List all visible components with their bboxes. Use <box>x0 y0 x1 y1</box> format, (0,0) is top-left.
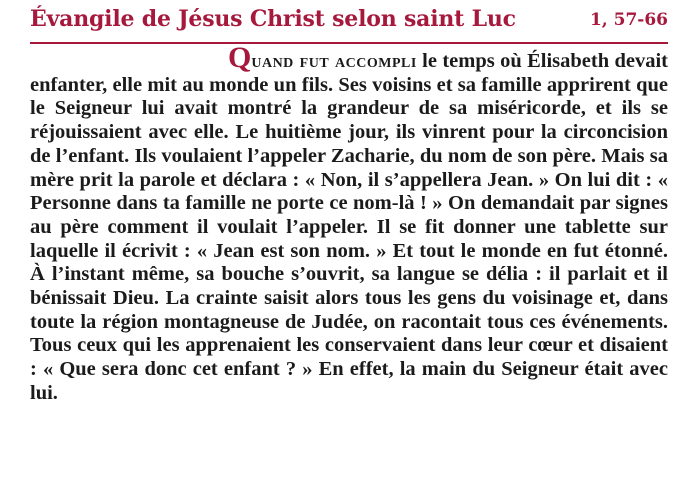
gospel-page <box>30 4 668 406</box>
opening-small-caps: uand fut accompli <box>251 50 417 72</box>
gospel-header <box>30 4 668 44</box>
gospel-text <box>30 41 668 406</box>
verse-reference: 1, 57-66 <box>589 10 668 30</box>
gospel-body: le temps où Élisabeth devait enfanter, elle mit au monde un fils. Ses voisins et sa famille apprirent que le Seigneur lui avait montré la grandeur de sa miséricorde, et ils se réjouissaient avec elle. Le huitième jour, ils vinrent pour la circoncision de l’enfant. Ils voulaient l’appeler Zacharie, du nom de son père. Mais sa mère prit la parole et déclara : « Non, il s’appellera Jean. » On lui dit : « Personne dans ta famille ne porte ce nom-là ! » On demandait par signes au père comment il voulait l’appeler. Il se fit donner une tablette sur laquelle il écrivit : « Jean est son nom. » Et tout le monde en fut étonné. À l’instant même, sa bouche s’ouvrit, sa langue se délia : il parlait et il bénissait Dieu. La crainte saisit alors tous les gens du voisinage et, dans toute la région montagneuse de Judée, on racontait tous ces événements. Tous ceux qui les apprenaient les conservaient dans leur cœur et disaient : « Que sera donc cet enfant ? » En effet, la main du Seigneur était avec lui. <box>30 50 668 404</box>
gospel-title: Évangile de Jésus Christ selon saint Luc <box>30 6 516 32</box>
drop-cap: Q <box>228 41 252 74</box>
